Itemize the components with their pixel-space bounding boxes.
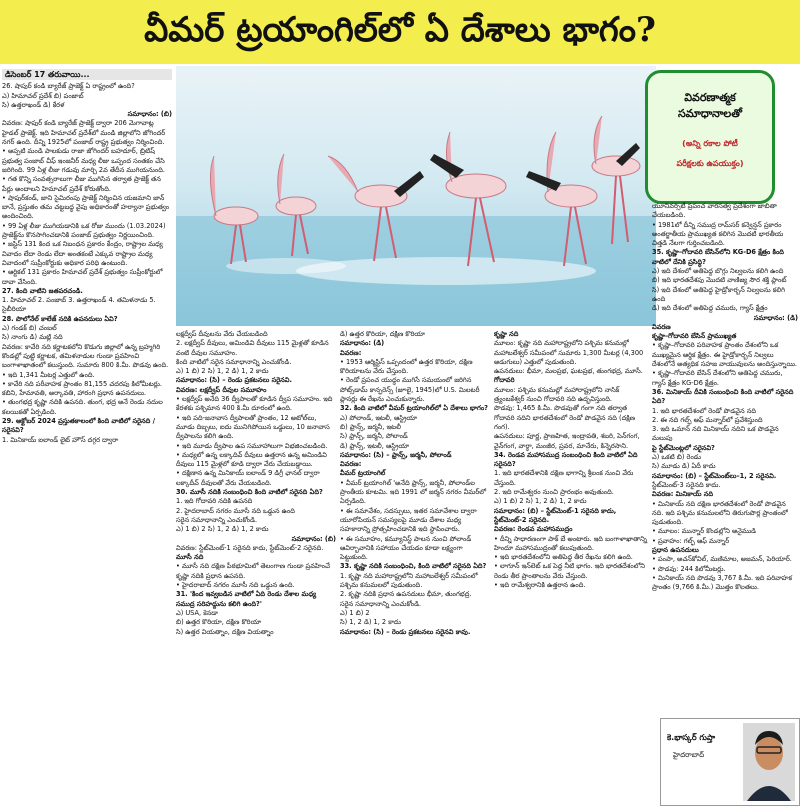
paragraph: ఎ) పోలాండ్, ఇటలీ, ఆస్ట్రియా <box>340 413 418 422</box>
section-heading: వివరణ: <box>340 348 362 357</box>
paragraph: 1. ఇది గోదావరి నదికి ఉపనది <box>176 497 253 506</box>
paragraph: 1. కృష్ణా నది మహారాష్ట్రలోని మహాబలేశ్వర్ సమీపంలో పశ్చిమ కనుమలలో పుడుతుంది. <box>340 571 478 590</box>
paragraph: • 1981లో దీన్ని సముద్ర రామ్‌సర్ కన్వెన్షన్ ప్రకారం అంతర్జాతీయ ప్రాముఖ్యత కలిగిన మొదటి భారతీయ చిత్తడి నేలగా గుర్తించబడింది. <box>652 220 784 248</box>
paragraph: ఉపనదులు: పూర్ణ, ప్రాణహిత, ఇంద్రావతి, శబరి, పెన్‌గంగ, వైన్‌గంగ, వార్ధా, మంజీర, ప్రవర, మానేరు, కిన్నెరసాని. <box>494 432 640 450</box>
paragraph: సి) 1, 2 డి) 1, 2 కాదు <box>340 618 401 627</box>
answer-line: సమాధానం: (డి) <box>340 339 385 348</box>
paragraph: ఎ) 1 బి) 2 సి) 1, 2 డి) 1, 2 కాదు <box>176 525 269 534</box>
paragraph: 1. హిమాచల్ 2. పంజాబ్ 3. ఉత్తరాఖండ్ 4. తమిళనాడు 5. సైబీరియా <box>2 296 156 314</box>
section-heading: వీమర్ ట్రయాంగిల్ <box>340 469 386 478</box>
paragraph: యూనివర్సిటీ ప్రపంచ వారసత్వ ప్రదేశంగా జాబితా చేయబడింది. <box>652 202 777 220</box>
paragraph: • మినికాయ్ నది దక్షిణ భారతదేశంలో రెండో పొడవైన నది. ఇది పశ్చిమ కనుమలలోని తిరుగుపొర్ల ప్రాంతంలో పుడుతుంది. <box>652 499 788 527</box>
question: 34. రెండవ మహాసముద్ర సంబంధించి కింది వాటిలో ఏది సరైనది? <box>494 450 638 469</box>
paragraph: 3. ఇది ఒమాన్ నది మినికాయ్ నదిని ఒక పొడవైన మలుపు <box>652 425 779 443</box>
paragraph: • మూలం: మున్నార్ కొండల్లోని అనైముడి <box>652 527 756 536</box>
answers-badge <box>645 70 775 204</box>
paragraph: స్టేట్‌మెంట్-3 సరైనది కాదు. <box>652 480 721 489</box>
answer-line: సమాధానం: (సి) – ఫ్రాన్స్, జర్మనీ, పోలాండ్ <box>340 450 452 459</box>
question: 32. కింది వాటిలో వీమర్ ట్రయాంగిల్‌లో ఏ దేశాలు భాగం? <box>340 404 489 413</box>
badge-line-4: పరీక్షలకు ఉపయుక్తం) <box>676 159 744 168</box>
answer-line: సమాధానం: (బి) – స్టేట్‌మెంట్-1 సరైనది కాదు, స్టేట్‌మెంట్-2 సరైనది. <box>494 506 617 524</box>
paragraph: • ఇది భారతదేశంలోని అతిపెద్ద తీర రేఖను కలిగి ఉంది. <box>494 553 633 562</box>
column-2 <box>176 330 336 806</box>
paragraph: ఎ) ఒకటి బి) రెండు <box>652 453 701 462</box>
section-heading: ప్రధాన ఉపనదులు <box>652 545 699 554</box>
paragraph: బి) ఉత్తర కొరియా, దక్షిణ కొరియా <box>176 618 262 627</box>
question: 30. మూసీ నదికి సంబంధించి కింది వాటిలో సరైనది ఏది? <box>176 488 323 497</box>
column-1-text <box>2 82 172 445</box>
author-location: హైదరాబాద్ <box>673 751 705 759</box>
section-heading: కృష్ణా–గోదావరి బేసిన్ ప్రాముఖ్యత <box>652 332 737 341</box>
paragraph: డి) ఉత్తర కొరియా, దక్షిణ కొరియా <box>340 330 425 338</box>
answer-line: సమాధానం: (డి) <box>753 313 798 322</box>
section-heading: వివరణ: <box>340 460 362 469</box>
badge-line-2: సమాధానాలతో <box>678 107 742 120</box>
badge-line-1: వివరణాత్మక <box>684 91 736 104</box>
paragraph: • షాపుర్‌కండ్, జాని సైమిరంపు ప్రాజెక్ట్ నిర్మించిన యజమాని జాన్ బానే, ప్రస్తుతం తమ చట్టబద్ధ వైపు అధికారంతో హర్యానా ప్రభుత్వం అందించింది. <box>2 193 170 221</box>
paragraph: 2. కృష్ణా నదికి ప్రధాన ఉపనదులు భీమా, తుంగభద్ర. <box>340 590 472 599</box>
paragraph: సి) ఉత్తర వియత్నాం, దక్షిణ వియత్నాం <box>176 627 274 636</box>
section-heading: కృష్ణా నది <box>494 330 519 338</box>
paragraph: • ఇది మూడు ద్వీపాల ఉప సమూహాలుగా విభజించబడింది. <box>176 441 328 450</box>
paragraph: • అప్పటి మండి పాలకుడు రాజా జోగిందర్ బహదూర్, బ్రిటిష్ ప్రభుత్వ పంజాబ్ చీఫ్ ఇంజనీర్ మధ్య లీజు ఒప్పంద సంతకం చేసి జరిగింది. 99 ఏళ్ల లీజు గడువు మార్చి 2వ తేదీన ముగియనుంది. <box>2 147 165 174</box>
paragraph: 26. షాపుర్ కండి బ్యారేజ్ ప్రాజెక్ట్ ఏ రాష్ట్రంలో ఉంది? <box>2 82 135 91</box>
column-3 <box>340 330 490 806</box>
answer-line: సమాధానం: (బి) <box>291 534 336 543</box>
paragraph: • ఆర్టికల్ 131 ప్రకారం హిమాచల్ ప్రదేశ్ ప్రభుత్వం సుప్రీంకోర్టులో దావా వేసింది. <box>2 268 163 286</box>
paragraph: కింది వాటిలో సరైన సమాధానాన్ని ఎంచుకోండి. <box>176 357 292 366</box>
paragraph: లక్షద్వీప్ దీవులను వేరు చేయబడింది <box>176 330 268 338</box>
author-box <box>660 718 800 806</box>
paragraph: • ఇది పది-జనావాస ద్వీపాలతో ప్రాంతం, 12 అటోల్‌లు, మూడు దిబ్బలు, ఐదు మునిగిపోయిన ఒడ్డులు, 10 జనావాస ద్వీపాలను కలిగి ఉంది. <box>176 413 330 441</box>
paragraph: డి) ఫ్రాన్స్, ఇటలీ, ఆస్ట్రియా <box>340 441 410 450</box>
paragraph: ఎ) 1 బి) 2 <box>340 608 370 617</box>
paragraph: ఎ) USA, కెనడా <box>176 608 218 617</box>
paragraph: వివరణ: కావేరి నది కర్ణాటకలోని కొడుగు జిల్లాలో ఉన్న బ్రహ్మగిరి కొండల్లో పుట్టి కర్ణాటక, తమిళనాడుల గుండా ప్రవహించి బంగాళాఖాతంలో కలుస్తుంది. సుమారు 800 కి.మీ. పొడవు ఉంది. <box>2 342 169 370</box>
paragraph: • తుంగభద్ర కృష్ణా నదికి ఉపనది. తుంగ, భద్ర అనే రెండు నదుల కలయికతో ఏర్పడింది. <box>2 398 163 416</box>
question: పై స్టేట్‌మెంట్లలో సరైనవి? <box>652 443 715 452</box>
paragraph: • జస్టిస్ 131 కింద ఒక నిబంధన ప్రకారం కేంద్రం, రాష్ట్రాల మధ్య వివాదం లేదా రెండు లేదా అంతకంటే ఎక్కువ రాష్ట్రాల మధ్య వివాదంలో సుప్రీంకోర్టుకు అధికార పరిధి ఉంటుంది. <box>2 240 163 267</box>
paragraph: వివరణ: షాపుర్ కండి బ్యారేజ్ ప్రాజెక్ట్ ద్వారా 206 మెగావాట్ల హైడల్ ప్రాజెక్ట్. ఇది హిమాచల్ ప్రదేశ్‌లో మండి జిల్లాలోని జోగిందర్ నగర్ ఉంది. దీన్ని 1925లో పంజాబ్ రాష్ట్ర ప్రభుత్వం నిర్మించింది. <box>2 119 166 147</box>
paragraph: ఎ) ఇది దేశంలో అతిపెద్ద బొగ్గు నిల్వలను కలిగి ఉంది <box>652 267 784 276</box>
column-4 <box>494 330 648 806</box>
paragraph: సి) ఫ్రాన్స్, జర్మనీ, పోలాండ్ <box>340 432 408 441</box>
flamingo-image <box>176 66 656 326</box>
paragraph: • ఈ సమూహం, కమ్యూనిస్ట్ పాలన నుంచి పోలాండ్ ఆవిర్భావానికి సహాయం చేయడం కూడా లక్ష్యంగా పెట్టుకుంది. <box>340 534 472 562</box>
paragraph: • ఇది 1,341 మీటర్ల ఎత్తులో ఉంది. <box>2 370 95 379</box>
question: 28. పొలోనేల్ కాలేజ్ నదికి ఉపనదులు ఏవి? <box>2 314 118 323</box>
paragraph: పొడవు: 1,465 కి.మీ. పొడవుతో గంగా నది తర్వాత గోదావరి నదిని భారతదేశంలో రెండో పొడవైన నది (దక్షిణ గంగ). <box>494 404 636 431</box>
paragraph: • ప్రవాహం: గల్ఫ్ ఆఫ్ మన్నార్ <box>652 536 730 545</box>
paragraph: 2. లక్షద్వీప్ దీవులు, అమిండివి దీవులు 115 మైళ్లతో కూడిన వంటి దీవుల సమూహం. <box>176 339 329 357</box>
paragraph: బి) ఫ్రాన్స్, జర్మనీ, ఇటలీ <box>340 422 401 431</box>
column-5 <box>652 202 798 714</box>
section-heading: మూసీ నది <box>176 553 204 562</box>
page-title: వీమర్ ట్రయాంగిల్‌లో ఏ దేశాలు భాగం? <box>144 10 656 50</box>
paragraph: 1. మినికాయ్ ఐలాండ్ లైట్ హౌస్ దగ్గర ద్వారా <box>2 435 119 444</box>
paragraph: • దీన్ని సాధారణంగా పాక్ బే అంటారు. ఇది బంగాళాఖాతాన్ని హిందూ మహాసముద్రంతో కలుపుతుంది. <box>494 534 648 552</box>
question: 31. 'కింద ఇవ్వబడిన వాటిలో ఏది రెండు దేశాల మధ్య సముద్ర సరిహద్దును కలిగి ఉంది?' <box>176 590 317 608</box>
question: 29. అక్టోబర్ 2024 ప్రస్తుతకాలంలో కింది వాటిలో సరైనది /సరైనవి? <box>2 416 156 435</box>
paragraph: • పంపా, అచన్‌కోవిల్, మణిమాల, అజమన్, పెరియార్. <box>652 555 792 564</box>
paragraph: డి) ఇది దేశంలో అతిపెద్ద చమురు, గ్యాస్ క్షేత్రం <box>652 304 768 313</box>
paragraph: మూలం: పశ్చిమ కనుమల్లో మహారాష్ట్రలోని నాసిక్ త్ర్యంబకేశ్వర్ నుంచి గోదావరి నది ఉద్భవిస్తుంది. <box>494 385 620 404</box>
paragraph: ఎ) 1 బి) 2 సి) 1, 2 డి) 1, 2 కాదు <box>494 497 587 506</box>
column-1 <box>2 68 172 806</box>
paragraph: ఎ) గండక్ బి) చంబల్ <box>2 324 57 333</box>
question: 27. కింది వాటిని జతపరచండి. <box>2 286 83 295</box>
paragraph: • లక్షద్వీప్ అనేది 36 ద్వీపాలతో కూడిన ద్వీప సమూహం. ఇది కేరళకు పశ్చిమాన 400 కి.మీ దూరంలో ఉంది. <box>176 395 333 413</box>
paragraph: సరైన సమాధానాన్ని ఎంచుకోండి. <box>176 515 258 524</box>
question: 36. మినికాయ్ దీవికి సంబంధించి కింది వాటిలో సరైనది ఏది? <box>652 387 794 406</box>
paragraph: • రెండో ప్రపంచ యుద్ధం ముగిసే సమయంలో జరిగిన పోట్స్‌డామ్ కాన్ఫరెన్స్ (జూలై, 1945)లో U.S. మిలటరీ ప్లానర్లు ఈ రేఖను ఎంచుకున్నారు. <box>340 376 480 404</box>
answer-line: సమాధానం: (బి) – స్టేట్‌మెంట్‌లు–1, 2 సరైనవి. <box>652 471 777 480</box>
paragraph: • ఈ సమావేశం, సదస్సులు, ఇతర సమావేశాల ద్వారా యూరోపియన్ సమస్యలపై మూడు దేశాల మధ్య సహకారాన్ని ప్రోత్సహించడానికి ఇది స్థాపించారు. <box>340 506 477 534</box>
paragraph: • హైదరాబాద్ నగరం మూసీ నది ఒడ్డున ఉంది. <box>176 581 295 590</box>
paragraph: మూలం: కృష్ణా నది మహారాష్ట్రలోని పశ్చిమ కనుమల్లో మహాబలేశ్వర్ సమీపంలో సుమారు 1,300 మీటర్ల (4,300 అడుగులు) ఎత్తులో పుడుతుంది. <box>494 339 644 366</box>
paragraph: • 1953 ఆర్మిస్టిస్ ఒప్పందంలో ఉత్తర కొరియా, దక్షిణ కొరియాలను వేరు చేస్తుంది. <box>340 357 473 376</box>
paragraph: • కృష్ణా–గోదావరి బేసిన్ దేశంలోని అతిపెద్ద చమురు, గ్యాస్ క్షేత్రం KG-D6 క్షేత్రం. <box>652 369 783 387</box>
paragraph: 2. ఈ నది గల్ఫ్ ఆఫ్ మన్నార్‌లో ప్రవేశిస్తుంది <box>652 415 763 424</box>
section-heading: వివరణ: మినికాయ్ నది <box>652 490 714 499</box>
paragraph: • ఇది రామేశ్వరానికి ఉత్తరాన ఉంది. <box>494 581 586 590</box>
paragraph: • పొడవు: 244 కిలోమీటర్లు. <box>652 564 726 573</box>
paragraph: సి) నాంగు డి) మట్లి నది <box>2 333 63 342</box>
flamingo-photo <box>176 66 656 326</box>
headline-banner <box>0 0 800 64</box>
paragraph: 2. ఇది రామేశ్వరం నుంచి ప్రారంభం అవుతుంది. <box>494 488 614 497</box>
paragraph: • కావేరి నది పరీవాహక ప్రాంతం 81,155 చదరపు కిలోమీటర్లు. కబిని, హేమావతి, అర్కావతి, హారంగి ప్రధాన ఉపనదులు. <box>2 379 162 398</box>
question: 35. కృష్ణా–గోదావరి బేసిన్‌లోని KG-D6 క్షేత్రం కింది వాటిలో దేనికి ప్రసిద్ధి? <box>652 248 784 266</box>
paragraph: • లాగూన్ ఇన్‌లెట్ ఒక పెద్ద నీటి భాగం. ఇది భారతదేశంలోని రెండు తీర ప్రాంతాలను వేరు చేస్తుంది. <box>494 562 645 580</box>
paragraph: • గత కొన్ని సంవత్సరాలుగా లీజు ముగిసిన తర్వాత ప్రాజెక్ట్ తన పేర్లు అందాలని హిమాచల్ ప్రదేశ్ కోరుతోంది. <box>2 175 161 193</box>
paragraph: ఎ) 1 బి) 2 సి) 1, 2 డి) 1, 2 కాదు <box>176 367 269 376</box>
author-name: కె.భాస్కర్ గుప్తా <box>667 733 716 742</box>
paragraph: వివరణ: స్టేట్‌మెంట్-1 సరైనది కాదు, స్టేట్‌మెంట్-2 సరైనది. <box>176 543 324 552</box>
section-heading: వివరణ: లక్షద్వీప్ దీవుల సమూహం <box>176 385 267 394</box>
paragraph: సి) ఇది దేశంలో అతిపెద్ద హైడ్రోకార్బన్ నిల్వలను కలిగి ఉంది <box>652 285 785 303</box>
section-heading: వివరణ: రెండవ మహాసముద్రం <box>494 525 573 534</box>
section-heading: వివరణ <box>652 322 671 331</box>
paragraph: • కృష్ణా–గోదావరి పరివాహక ప్రాంతం దేశంలోని ఒక ముఖ్యమైన ఆర్థిక క్షేత్రం. ఈ హైడ్రోకార్బన్ నిల్వలు దేశంలోనే అత్యధిక సహజ వాయువులను అందిస్తున్నాయి. <box>652 341 798 369</box>
badge-line-3: (అన్ని రకాల పోటీ <box>682 139 738 148</box>
paragraph: ఉపనదులు: భీమా, మలప్రభ, ఘటప్రభ, తుంగభద్ర, మూసీ. <box>494 367 643 376</box>
paragraph: సి) ఉత్తరాఖండ్ డి) కేరళ <box>2 100 65 109</box>
answer-line: సమాధానం: (సి) – రెండు ప్రకటనలు సరైనవి కావు. <box>340 627 471 636</box>
author-photo <box>743 723 795 801</box>
paragraph: • 99 ఏళ్ల లీజు ముగియడానికి ఒక రోజు ముందు (1.03.2024) ప్రాజెక్ట్‌ను కొనసాగించడానికి పంజాబ్ ప్రభుత్వం నిర్ణయించింది. <box>2 221 166 240</box>
paragraph: • దక్షిణాన ఉన్న మినికాయ్ ఐలాండ్ 9 డిగ్రీ ఛానల్ ద్వారా లక్కాదీవ్ దీవులతో వేరు చేయబడింది. <box>176 469 320 487</box>
paragraph: • మినికాయ్ నది పొడవు 3,767 కి.మీ. ఇది పరివాహక ప్రాంతం (9,766 కి.మీ.) మొత్తం కొలతలు. <box>652 573 793 592</box>
section-heading: గోదావరి <box>494 376 515 385</box>
paragraph: 2. హైదరాబాద్ నగరం మూసీ నది ఒడ్డున ఉంది <box>176 506 295 515</box>
paragraph: బి) ఇది భారతదేశపు మొదటి వాణిజ్య సౌర శక్తి ప్లాంట్ <box>652 276 787 285</box>
paragraph: 1. ఇది భారతదేశానికి దక్షిణ భాగాన్ని శ్రీలంక నుంచి వేరు చేస్తుంది. <box>494 469 634 487</box>
paragraph: 1. ఇది భారతదేశంలో రెండో పొడవైన నది <box>652 406 756 415</box>
paragraph: సరైన సమాధానాన్ని ఎంచుకోండి. <box>340 599 422 608</box>
paragraph: • వీమర్ ట్రయాంగిల్ 'అనేది ఫ్రాన్స్, జర్మనీ, పోలాండ్‌ల ప్రాంతీయ కూటమి. ఇది 1991 లో జర్మన్ నగరం వీమర్‌లో ఏర్పడింది. <box>340 478 487 506</box>
paragraph: సి) మూడు డి) ఏదీ కాదు <box>652 462 716 471</box>
answer-line: సమాధానం: (సి) – రెండు ప్రకటనలు సరైనవి. <box>176 376 292 385</box>
question: 33. కృష్ణా నదికి సంబంధించి, కింది వాటిలో సరైనది ఏది? <box>340 562 487 571</box>
continued-from-label: డిసెంబర్ 17 తరువాయి... <box>2 69 172 80</box>
paragraph: • మధ్యలో ఉన్న లక్కాదివ్ దీవులు ఉత్తరాన ఉన్న అమిండివి దీవులు 115 మైళ్లలో కూడి ద్వారా వేరు చేయబడ్డాయి. <box>176 450 327 469</box>
paragraph: ఎ) హిమాచల్ ప్రదేశ్ బి) పంజాబ్ <box>2 91 84 100</box>
answer-line: సమాధానం: (బి) <box>127 110 172 119</box>
paragraph: • మూసీ నది దక్షిణ పీఠభూమిలో తెలంగాణ గుండా ప్రవహించే కృష్ణా నదికి ప్రధాన ఉపనది. <box>176 562 331 580</box>
